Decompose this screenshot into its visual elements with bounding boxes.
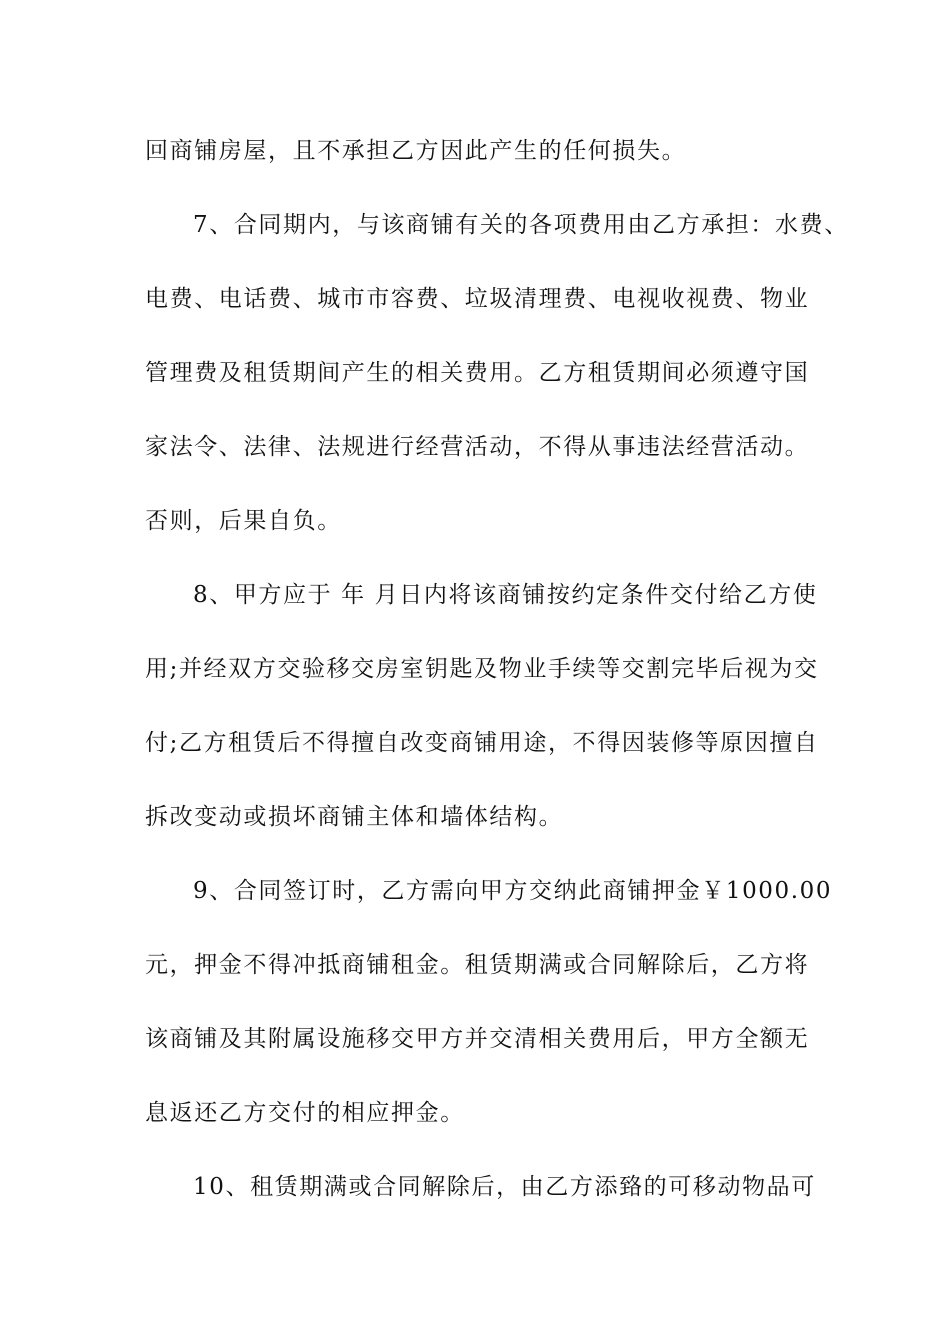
- document-body: [145, 138, 849, 1262]
- text-line-10: 拆改变动或损坏商铺主体和墙体结构。: [145, 804, 564, 830]
- text-line-1: 回商铺房屋，且不承担乙方因此产生的任何损失。: [145, 138, 687, 164]
- text-line-12: 元，押金不得冲抵商铺租金。租赁期满或合同解除后，乙方将: [145, 952, 810, 978]
- text-line-8: 用;并经双方交验移交房室钥匙及物业手续等交割完毕后视为交: [145, 656, 819, 682]
- text-line-7: 8、甲方应于 年 月日内将该商铺按约定条件交付给乙方使: [193, 582, 818, 608]
- text-line-11: 9、合同签订时，乙方需向甲方交纳此商铺押金￥1000.00: [193, 878, 833, 904]
- text-line-5: 家法令、法律、法规进行经营活动，不得从事违法经营活动。: [145, 434, 810, 460]
- text-line-6: 否则，后果自负。: [145, 508, 342, 534]
- text-line-13: 该商铺及其附属设施移交甲方并交清相关费用后，甲方全额无: [145, 1026, 810, 1052]
- text-line-14: 息返还乙方交付的相应押金。: [145, 1100, 465, 1126]
- text-line-15: 10、租赁期满或合同解除后，由乙方添臵的可移动物品可: [193, 1174, 816, 1200]
- text-line-3: 电费、电话费、城市市容费、垃圾清理费、电视收视费、物业: [145, 286, 810, 312]
- text-line-4: 管理费及租赁期间产生的相关费用。乙方租赁期间必须遵守国: [145, 360, 810, 386]
- text-line-2: 7、合同期内，与该商铺有关的各项费用由乙方承担：水费、: [193, 212, 849, 238]
- text-line-9: 付;乙方租赁后不得擅自改变商铺用途，不得因装修等原因擅自: [145, 730, 819, 756]
